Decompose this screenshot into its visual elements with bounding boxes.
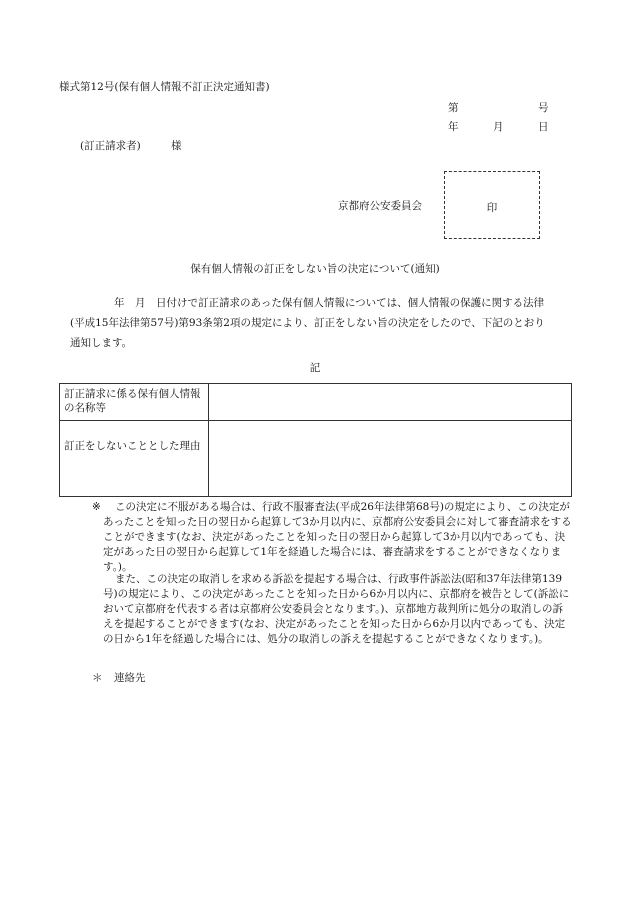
detail-table: [59, 383, 572, 497]
note-paragraph-lawsuit: また、この決定の取消しを求める訴訟を提起する場合は、行政事件訴訟法(昭和37年法律第139号)の規定により、この決定があったことを知った日から6か月以内に、京都府を被告として(訴訟において京都府を代表する者は京都府公安委員会となります。)、京都地方裁判所に処分の取消しの訴えを提起することができます(なお、決定があったことを知った日から6か月以内であっても、決定の日から1年を経過した場合には、処分の取消しの訴えを提起することができなくなります。)。: [103, 573, 570, 645]
table-label-reason: 訂正をしないこととした理由: [60, 421, 209, 497]
seal-char: 印: [486, 202, 498, 214]
issuer-name: 京都府公安委員会: [338, 200, 422, 212]
table-value-reason: [209, 421, 572, 497]
table-row: [60, 384, 572, 421]
addressee-honorific: 様: [171, 140, 182, 152]
seal-box: [444, 171, 540, 239]
body-line-2: (平成15年法律第57号)第93条第2項の規定により、訂正をしない旨の決定をしたので、下記のとおり: [70, 317, 545, 329]
note-mark: ※: [92, 501, 101, 513]
ki-heading: 記: [309, 362, 321, 374]
contact-label: 連絡先: [114, 672, 146, 684]
body-line-1: 年 月 日付けで訂正請求のあった保有個人情報については、個人情報の保護に関する法律: [114, 297, 545, 309]
document-number-suffix: 号: [538, 102, 549, 114]
document-number-prefix: 第: [448, 102, 459, 114]
body-line-3: 通知します。: [70, 337, 133, 349]
form-number-label: 様式第12号(保有個人情報不訂正決定通知書): [59, 81, 270, 93]
addressee-label: (訂正請求者): [80, 140, 141, 152]
document-title: 保有個人情報の訂正をしない旨の決定について(通知): [190, 263, 440, 275]
date-year: 年: [448, 121, 459, 133]
note-paragraph-appeal: この決定に不服がある場合は、行政不服審査法(平成26年法律第68号)の規定により、この決定があったことを知った日の翌日から起算して3か月以内に、京都府公安委員会に対して審査請求をすることができます(なお、決定があったことを知った日の翌日から起算して3か月以内であっても、決定があった日の翌日から起算して1年を経過した場合には、審査請求をすることができなくなります。)。: [103, 501, 572, 573]
date-day: 日: [538, 121, 549, 133]
date-month: 月: [493, 121, 504, 133]
table-value-subject: [209, 384, 572, 421]
contact-mark: ＊: [92, 672, 103, 684]
table-label-subject: 訂正請求に係る保有個人情報の名称等: [60, 384, 209, 421]
table-row: [60, 421, 572, 497]
